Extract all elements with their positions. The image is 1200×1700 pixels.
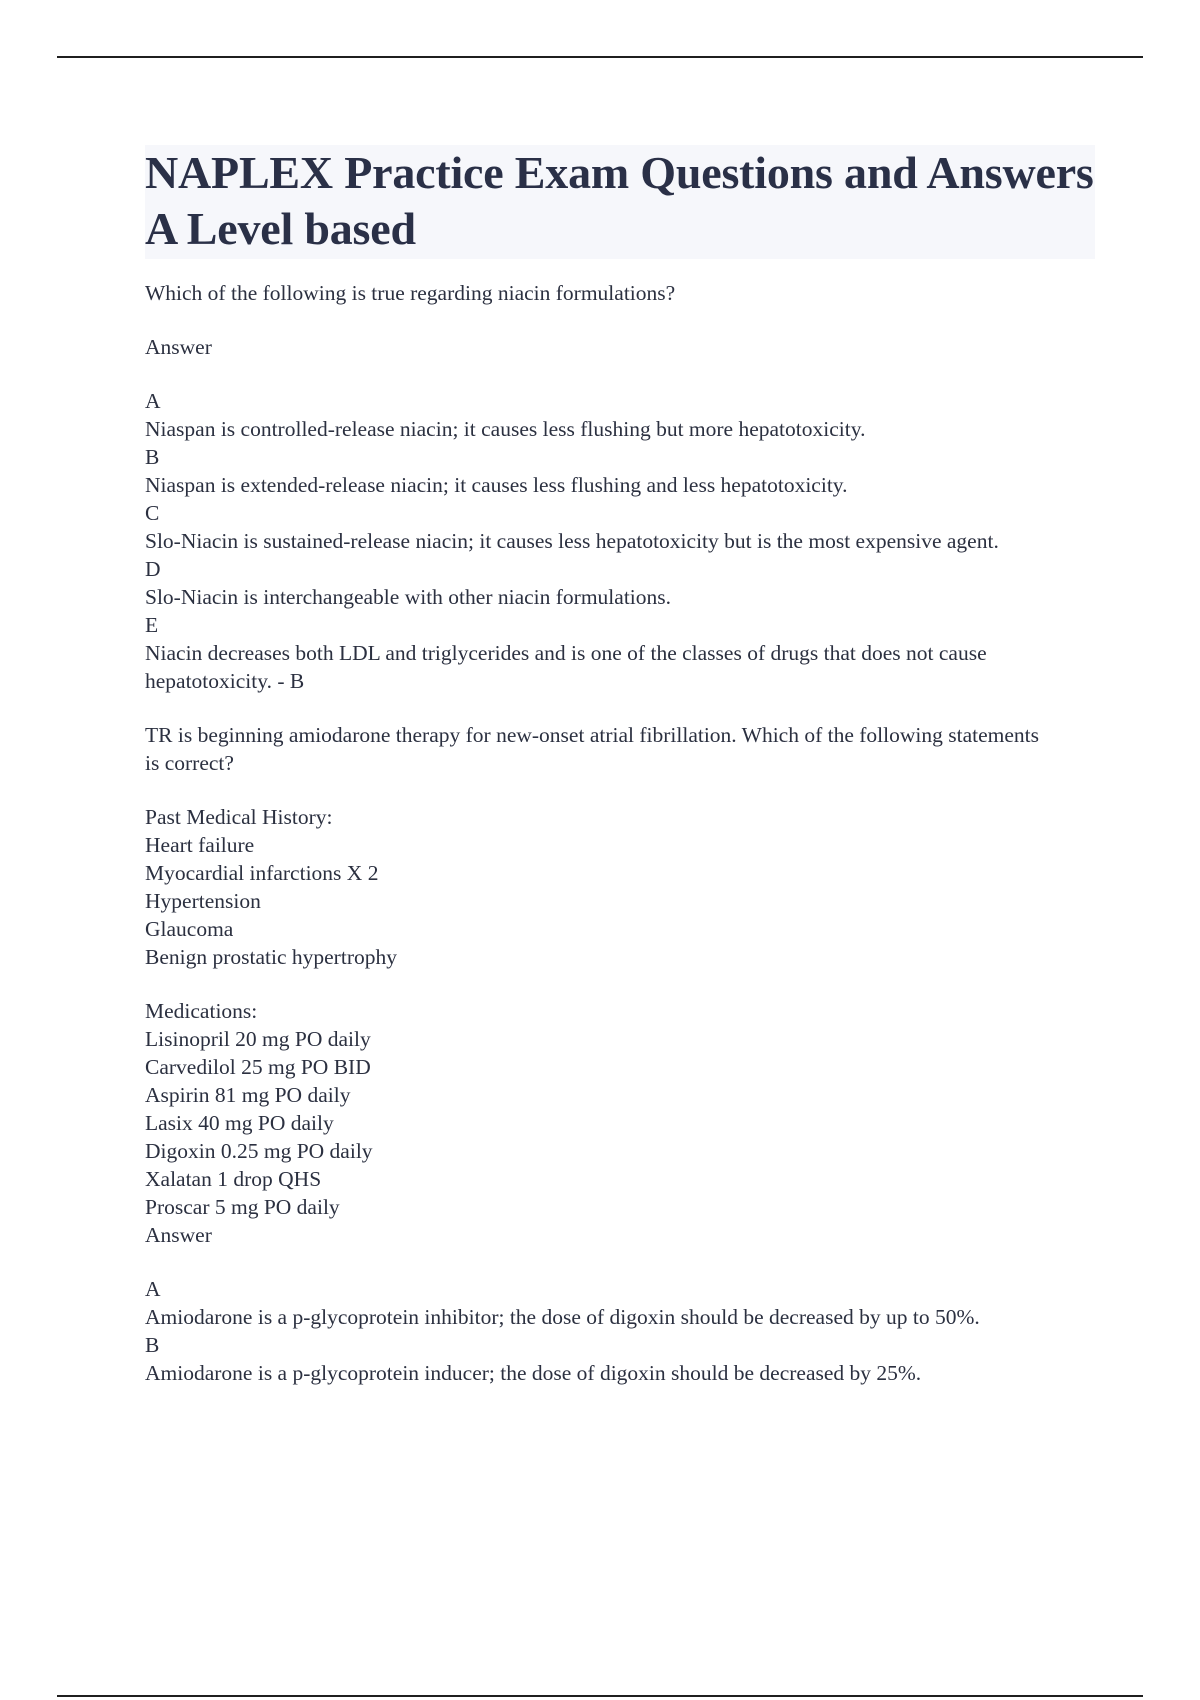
q2-option-a-letter: A (145, 1277, 161, 1301)
q1-option-b-text: Niaspan is extended-release niacin; it causes less flushing and less hepatotoxicity. (145, 473, 848, 497)
history-item: Glaucoma (145, 917, 234, 941)
document-title: NAPLEX Practice Exam Questions and Answers A Level based (145, 147, 1094, 254)
q1-option-b-letter: B (145, 445, 160, 469)
medication-item: Carvedilol 25 mg PO BID (145, 1055, 371, 1079)
q2-option-b-text: Amiodarone is a p-glycoprotein inducer; the dose of digoxin should be decreased by 25%. (145, 1361, 922, 1385)
document-body (145, 145, 1095, 1387)
question-1-prompt: Which of the following is true regarding niacin formulations? (145, 281, 676, 305)
q1-option-e-letter: E (145, 613, 159, 637)
medication-item: Lasix 40 mg PO daily (145, 1111, 334, 1135)
history-item: Benign prostatic hypertrophy (145, 945, 397, 969)
bottom-rule (57, 1695, 1143, 1697)
q1-option-a-letter: A (145, 389, 161, 413)
question-2-prompt: TR is beginning amiodarone therapy for new-onset atrial fibrillation. Which of the following statements is correct? (145, 723, 1045, 775)
question-1 (145, 279, 1095, 695)
medication-item: Digoxin 0.25 mg PO daily (145, 1139, 373, 1163)
medication-item: Aspirin 81 mg PO daily (145, 1083, 351, 1107)
medication-item: Lisinopril 20 mg PO daily (145, 1027, 371, 1051)
question-2-answer-label: Answer (145, 1223, 212, 1247)
q1-option-c-letter: C (145, 501, 160, 525)
q1-option-a-text: Niaspan is controlled-release niacin; it causes less flushing but more hepatotoxicity. (145, 417, 866, 441)
title-block (145, 145, 1095, 259)
history-label: Past Medical History: (145, 805, 333, 829)
question-2 (145, 721, 1095, 1387)
top-rule (57, 56, 1143, 58)
history-item: Hypertension (145, 889, 261, 913)
history-item: Heart failure (145, 833, 255, 857)
medication-item: Proscar 5 mg PO daily (145, 1195, 340, 1219)
q1-option-e-text: Niacin decreases both LDL and triglycerides and is one of the classes of drugs that does not cause hepatotoxicity. - B (145, 641, 992, 693)
q1-option-d-letter: D (145, 557, 161, 581)
question-1-answer-label: Answer (145, 335, 212, 359)
q2-option-a-text: Amiodarone is a p-glycoprotein inhibitor; the dose of digoxin should be decreased by up to 50%. (145, 1305, 980, 1329)
q1-option-c-text: Slo-Niacin is sustained-release niacin; it causes less hepatotoxicity but is the most expensive agent. (145, 529, 999, 553)
q1-option-d-text: Slo-Niacin is interchangeable with other niacin formulations. (145, 585, 672, 609)
medications-label: Medications: (145, 999, 258, 1023)
medication-item: Xalatan 1 drop QHS (145, 1167, 322, 1191)
history-item: Myocardial infarctions X 2 (145, 861, 379, 885)
q2-option-b-letter: B (145, 1333, 160, 1357)
